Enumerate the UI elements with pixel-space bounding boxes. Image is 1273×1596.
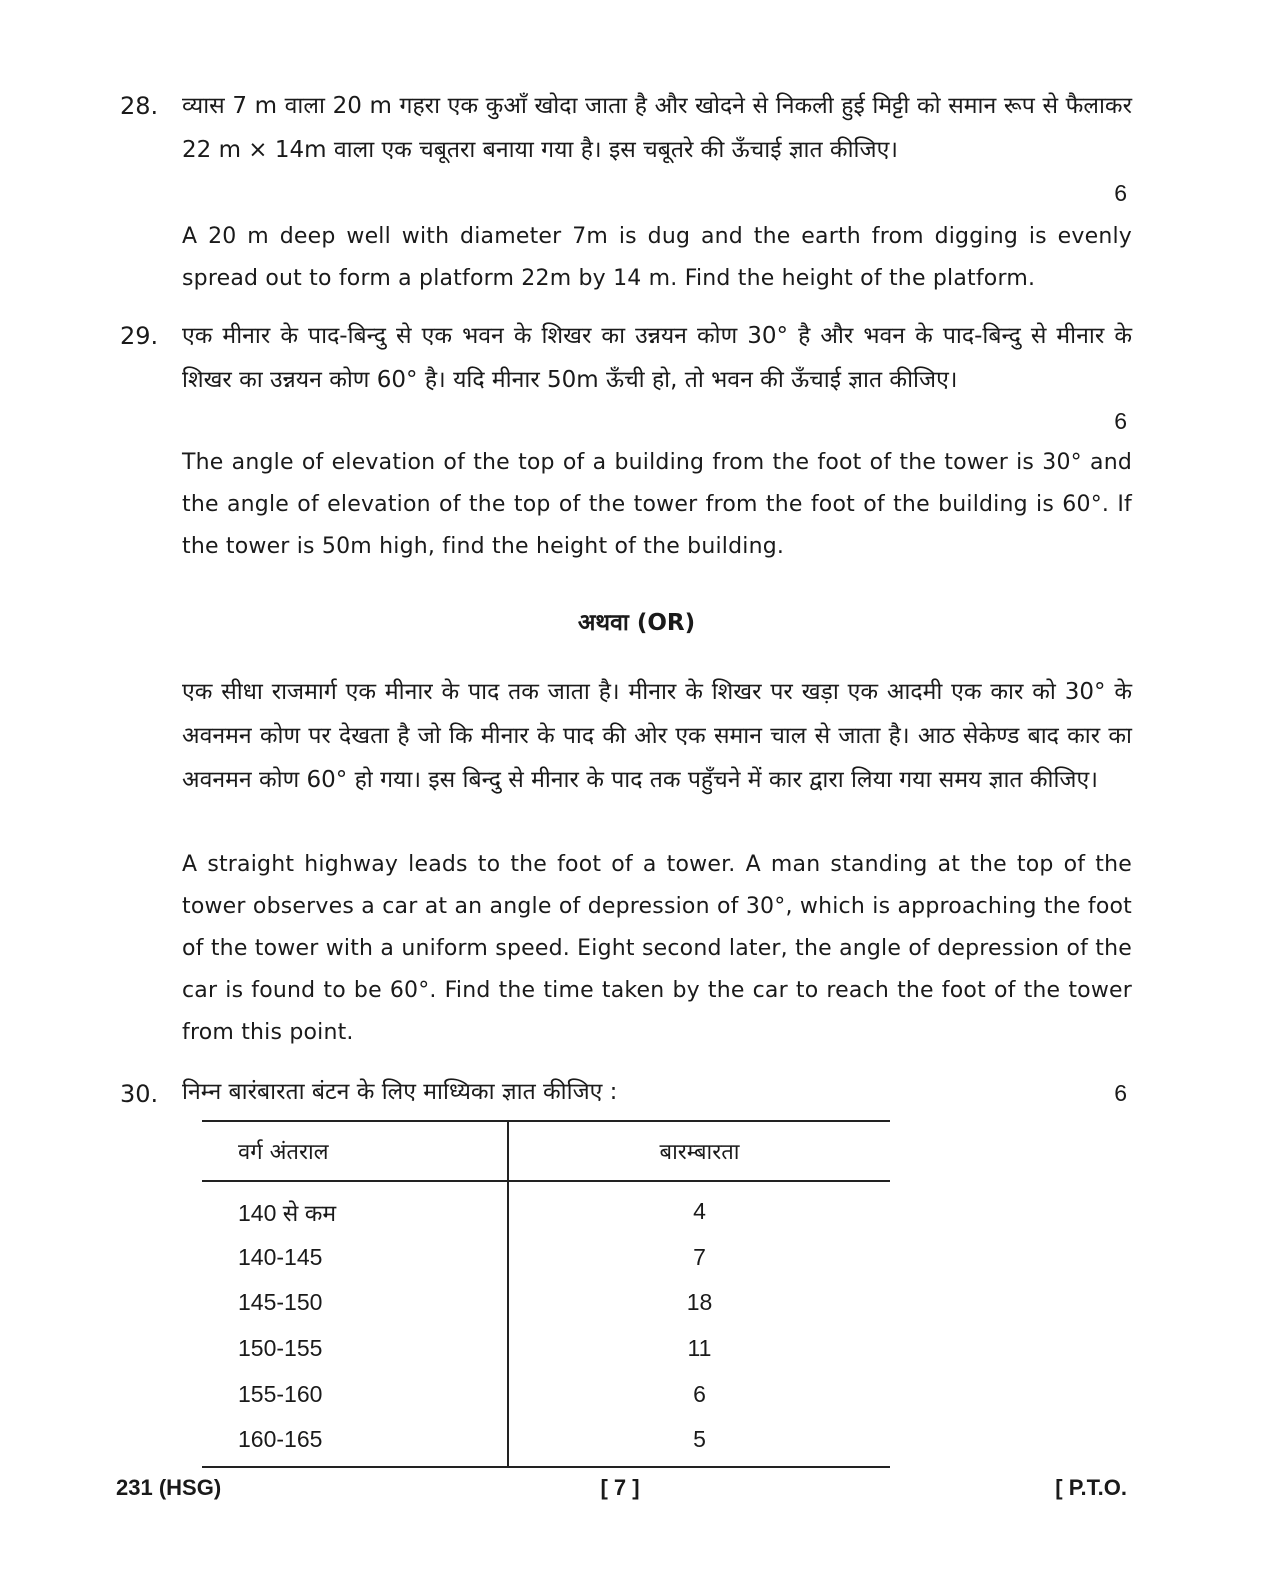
frequency-cell: 11	[687, 1335, 712, 1362]
frequency-cell: 4	[693, 1198, 706, 1225]
class-interval-cell: 155-160	[202, 1371, 508, 1417]
page-number: [ 7 ]	[600, 1475, 640, 1500]
class-interval-cell: 140-145	[202, 1235, 508, 1281]
table-header-row	[202, 1121, 890, 1181]
question-marks: 6	[1114, 1080, 1127, 1106]
question-marks: 6	[1114, 408, 1127, 434]
question-marks: 6	[1114, 180, 1127, 206]
frequency-cell: 7	[693, 1243, 706, 1270]
table-row	[202, 1235, 890, 1281]
class-interval-cell: 160-165	[202, 1417, 508, 1467]
frequency-cell: 5	[508, 1417, 890, 1467]
paper-code: 231 (HSG)	[116, 1475, 222, 1500]
question-english-text: The angle of elevation of the top of a building from the foot of the tower is 30° and the angle of elevation of the top of the tower from the foot of the building is 60°. If the tower is 50m high, find the height of the building.	[182, 450, 1132, 559]
table-row	[202, 1417, 890, 1467]
question-number: 28.	[120, 92, 159, 120]
frequency-cell: 18	[686, 1289, 713, 1316]
table-row	[202, 1326, 890, 1372]
question-hindi-text: एक मीनार के पाद-बिन्दु से एक भवन के शिखर का उन्नयन कोण 30° है और भवन के पाद-बिन्दु से मीनार के शिखर का उन्नयन कोण 60° है। यदि मीनार 50m ऊँची हो, तो भवन की ऊँचाई ज्ञात कीजिए।	[182, 323, 1132, 393]
table-row	[202, 1371, 890, 1417]
column-header-frequency: बारम्बारता	[508, 1121, 890, 1181]
or-question-hindi-text: एक सीधा राजमार्ग एक मीनार के पाद तक जाता है। मीनार के शिखर पर खड़ा एक आदमी एक कार को 30° के अवनमन कोण पर देखता है जो कि मीनार के पाद की ओर एक समान चाल से जाता है। आठ सेकेण्ड बाद कार का अवनमन कोण 60° हो गया। इस बिन्दु से मीनार के पाद तक पहुँचने में कार द्वारा लिया गया समय ज्ञात कीजिए।	[182, 679, 1132, 793]
frequency-table	[202, 1120, 890, 1468]
question-hindi-text: व्यास 7 m वाला 20 m गहरा एक कुआँ खोदा जाता है और खोदने से निकली हुई मिट्टी को समान रूप से फैलाकर 22 m × 14m वाला एक चबूतरा बनाया गया है। इस चबूतरे की ऊँचाई ज्ञात कीजिए।	[182, 93, 1132, 163]
or-heading: अथवा (OR)	[577, 610, 696, 636]
question-number: 29.	[120, 322, 159, 350]
table-row	[202, 1280, 890, 1326]
question-english-text: A 20 m deep well with diameter 7m is dug and the earth from digging is evenly spread out to form a platform 22m by 14 m. Find the height of the platform.	[182, 224, 1132, 291]
class-interval-cell: 150-155	[202, 1326, 508, 1372]
pto-label: [ P.T.O.	[1055, 1475, 1127, 1500]
class-interval-cell: 140 से कम	[202, 1181, 508, 1235]
column-header-class-interval: वर्ग अंतराल	[202, 1121, 508, 1181]
or-question-english-text: A straight highway leads to the foot of a tower. A man standing at the top of the tower observes a car at an angle of depression of 30°, which is approaching the foot of the tower with a uniform speed. Eight second later, the angle of depression of the car is found to be 60°. Find the time taken by the car to reach the foot of the tower from this point.	[182, 852, 1132, 1045]
question-number: 30.	[120, 1080, 159, 1108]
table-row	[202, 1181, 890, 1235]
question-hindi-text: निम्न बारंबारता बंटन के लिए माध्यिका ज्ञात कीजिए :	[182, 1079, 618, 1105]
class-interval-cell: 145-150	[202, 1280, 508, 1326]
frequency-cell: 6	[693, 1380, 706, 1407]
